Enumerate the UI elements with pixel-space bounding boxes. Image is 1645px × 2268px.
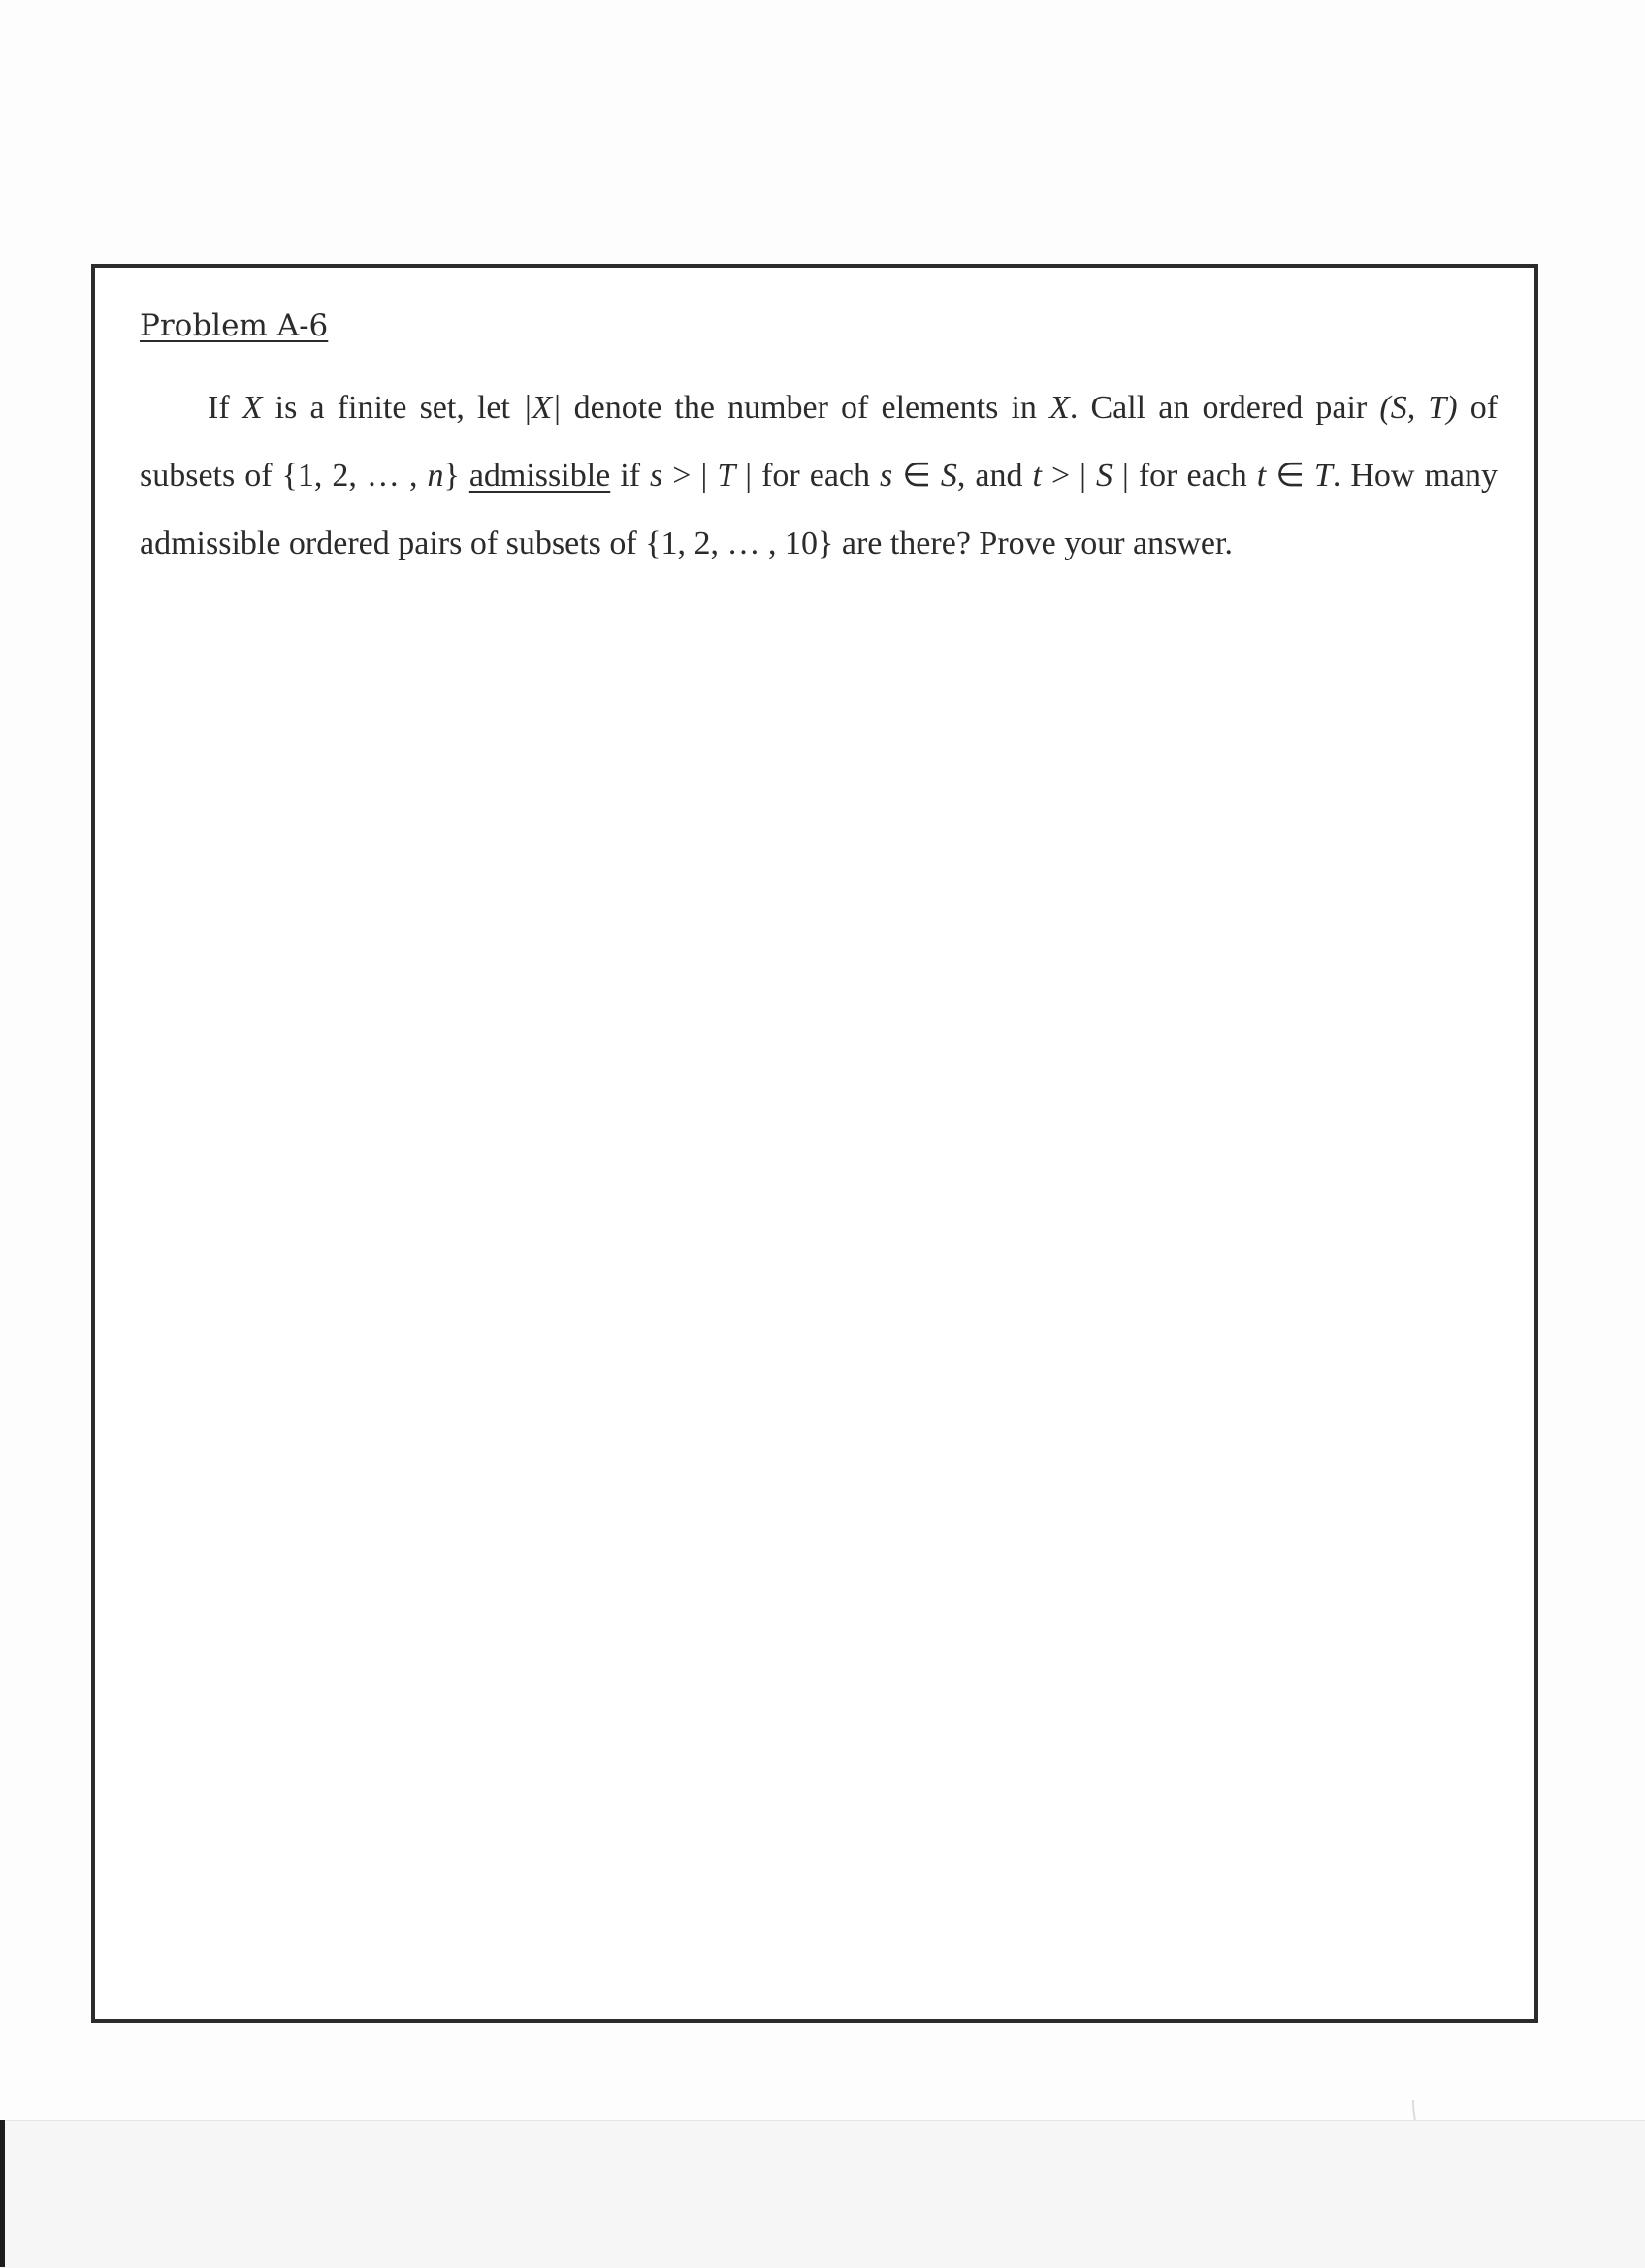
math-variable: S [940,458,957,494]
math-variable: t [1032,458,1042,494]
text-segment: denote the number of elements in [561,390,1050,426]
math-variable: X [1049,390,1070,426]
page-edge [0,2120,5,2267]
math-expression: |X| [523,390,562,426]
text-segment: . How many admissible ordered pairs of subsets of {1, 2, … , 10} are there? Prove your answer. [140,458,1499,561]
math-variable: s [650,458,663,494]
problem-title-text: Problem A-6 [140,308,329,343]
math-variable: T [717,458,736,494]
problem-statement [140,374,1498,578]
text-segment: | for each [735,458,881,494]
math-variable: t [1256,458,1267,494]
math-expression: (S, T) [1379,390,1458,426]
text-segment: If [208,390,242,426]
math-variable: n [427,458,444,494]
math-variable: T [1313,458,1333,494]
text-segment: . Call an ordered pair [1069,390,1380,426]
text-segment: is a finite set, let [262,390,524,426]
text-segment: ∈ [892,458,941,494]
defined-term: admissible [468,458,611,494]
text-segment: ∈ [1266,458,1314,494]
text-segment: > | [662,458,718,494]
text-segment: of subsets of {1, 2, … , [140,390,1499,494]
problem-frame [91,264,1538,2023]
math-variable: X [242,390,263,426]
page-bottom-shadow [0,2120,1645,2268]
text-segment: , and [956,458,1033,494]
math-variable: S [1096,458,1113,494]
math-variable: s [880,458,893,494]
problem-title [140,308,328,343]
text-segment: > | [1041,458,1097,494]
text-segment: if [610,458,651,494]
text-segment: } [443,458,469,494]
text-segment: | for each [1113,458,1257,494]
